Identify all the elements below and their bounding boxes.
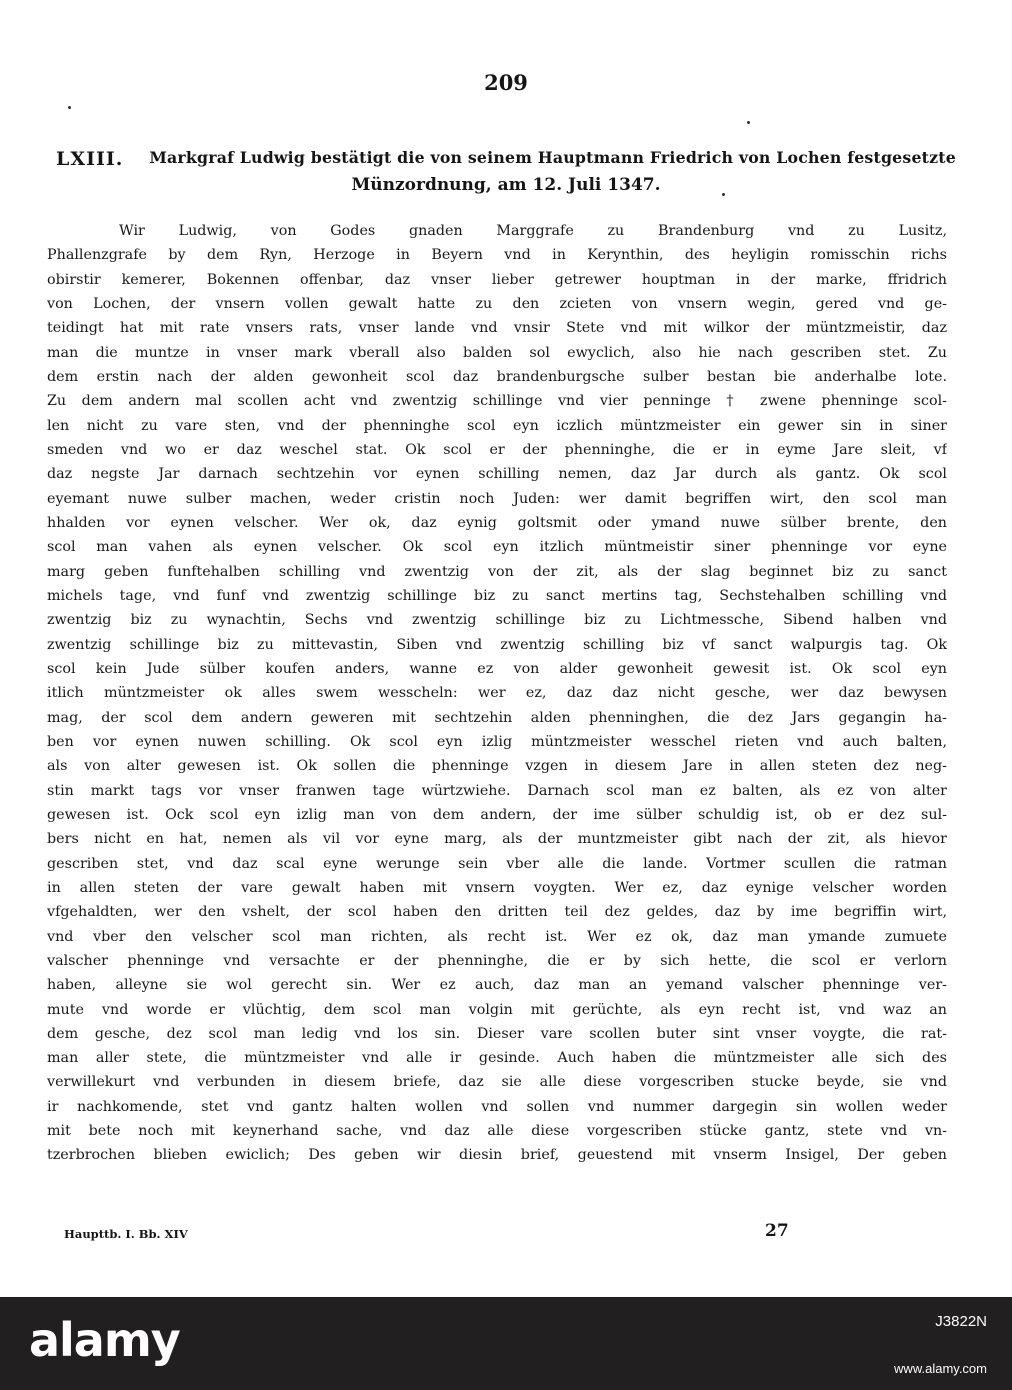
body-text-line: hhalden vor eynen velscher. Wer ok, daz eynig goltsmit oder ymand nuwe sülber brente, den — [47, 514, 947, 531]
body-text-line: tzerbrochen blieben ewiclich; Des geben wir diesin brief, geuestend mit vnserm Insigel, Der geben — [47, 1147, 947, 1164]
watermark-banner — [0, 1297, 1012, 1390]
body-text-line: smeden vnd wo er daz weschel stat. Ok scol er der phenninghe, die er in eyme Jare sleit, vf — [47, 441, 947, 458]
heading-title-line-1: Markgraf Ludwig bestätigt die von seinem Hauptmann Friedrich von Lochen festgesetzte — [149, 148, 956, 167]
body-text-line: gewesen ist. Ock scol eyn izlig man von dem andern, der ime sülber schuldig ist, ob er dez sul- — [47, 806, 947, 823]
banner-url: www.alamy.com — [894, 1361, 987, 1376]
body-text-line: bers nicht en hat, nemen als vil vor eyne marg, als der muntzmeister gibt nach der zit, als hievor — [47, 831, 947, 848]
footer-sheet-number: 27 — [765, 1221, 789, 1241]
body-text-line: scol man vahen als eynen velscher. Ok scol eyn itzlich müntmeistir siner phenninge vor eyne — [47, 539, 947, 556]
footer-signature: Haupttb. I. Bb. XIV — [64, 1227, 188, 1241]
body-text-line: von Lochen, der vnsern vollen gewalt hatte zu den zcieten von vnsern wegin, gered vnd ge- — [47, 295, 947, 312]
body-text-line: zwentzig schillinge biz zu mittevastin, Siben vnd zwentzig schilling biz vf sanct walpurgis tag. Ok — [47, 636, 947, 653]
body-text-line: daz negste Jar darnach sechtzehin vor eynen schilling nemen, daz Jar durch als gantz. Ok scol — [47, 466, 947, 483]
body-text-line: haben, alleyne sie wol gerecht sin. Wer ez auch, daz man an yemand valscher phenninge ver- — [47, 977, 947, 994]
body-text-line: teidingt hat mit rate vnsers rats, vnser lande vnd vnsir Stete vnd mit wilkor der müntzmeistir, daz — [47, 320, 947, 337]
scan-speck — [722, 193, 725, 196]
body-text-line: zwentzig biz zu wynachtin, Sechs vnd zwentzig schillinge biz zu Lichtmessche, Sibend halben vnd — [47, 612, 947, 629]
body-text-line: Wir Ludwig, von Godes gnaden Marggrafe zu Brandenburg vnd zu Lusitz, — [119, 223, 947, 239]
body-text-line: verwillekurt vnd verbunden in diesem briefe, daz sie alle diese vorgescriben stucke beyde, sie vnd — [47, 1074, 947, 1091]
scan-speck — [747, 121, 750, 124]
body-text-line: obirstir kemerer, Bokennen offenbar, daz vnser lieber getrewer houptman in der marke, ffridrich — [47, 271, 947, 288]
page-number: 209 — [484, 70, 528, 95]
body-text-line: ben vor eynen nuwen schilling. Ok scol eyn izlig müntzmeister wesschel rieten vnd auch balten, — [47, 733, 947, 750]
body-text-line: man die muntze in vnser mark vberall also balden sol ewyclich, also hie nach gescriben stet. Zu — [47, 344, 947, 361]
body-text-line: dem erstin nach der alden gewonheit scol daz brandenburgsche sulber bestan bie anderhalbe lote. — [47, 368, 947, 385]
alamy-logo: alamy — [29, 1313, 180, 1367]
image-id: J3822N — [935, 1313, 987, 1330]
body-text-line: mute vnd worde er vlüchtig, dem scol man volgin mit gerüchte, als eyn recht ist, vnd waz an — [47, 1001, 947, 1018]
body-text-line: man aller stete, die müntzmeister vnd alle ir gesinde. Auch haben die müntzmeister alle sich des — [47, 1050, 947, 1067]
body-text-line: scol kein Jude sülber koufen anders, wanne ez von alder gewonheit gewesit ist. Ok scol eyn — [47, 660, 947, 677]
scan-speck — [68, 106, 71, 109]
body-text-line: in allen steten der vare gewalt haben mit vnsern voygten. Wer ez, daz eynige velscher worden — [47, 879, 947, 896]
body-text-line: stin markt tags vor vnser franwen tage würtzwiehe. Darnach scol man ez balten, als ez von alter — [47, 782, 947, 799]
body-text-line: marg geben funftehalben schilling vnd zwentzig von der zit, als der slag beginnet biz zu sanct — [47, 563, 947, 580]
body-text-line: valscher phenninge vnd versachte er der phenninghe, die er by sich hette, die scol er verlorn — [47, 952, 947, 969]
body-text-line: Zu dem andern mal scollen acht vnd zwentzig schillinge vnd vier penninge † zwene phenninge scol- — [47, 393, 947, 410]
body-text-line: len nicht zu vare sten, vnd der phenninghe scol eyn iczlich müntzmeister ein gewer sin in siner — [47, 417, 947, 434]
body-text-line: mit bete noch mit keynerhand sache, vnd daz alle diese vorgescriben stücke gantz, stete vnd vn- — [47, 1123, 947, 1140]
body-text-line: michels tage, vnd funf vnd zwentzig schillinge biz zu sanct mertins tag, Sechstehalben schilling vnd — [47, 587, 947, 604]
body-text-line: gescriben stet, vnd daz scal eyne werunge sein vber alle die lande. Vortmer scullen die ratman — [47, 855, 947, 872]
body-text-line: ir nachkomende, stet vnd gantz halten wollen vnd sollen vnd nummer dargegin sin wollen weder — [47, 1098, 947, 1115]
body-text-line: mag, der scol dem andern geweren mit sechtzehin alden phenninghen, die dez Jars gegangin ha- — [47, 709, 947, 726]
body-text-line: itlich müntzmeister ok alles swem wesscheln: wer ez, daz daz nicht gesche, wer daz bewysen — [47, 685, 947, 702]
heading-title-line-2: Münzordnung, am 12. Juli 1347. — [351, 175, 661, 195]
body-text-line: Phallenzgrafe by dem Ryn, Herzoge in Beyern vnd in Kerynthin, des heyligin romisschin richs — [47, 247, 947, 264]
heading-number: LXIII. — [56, 148, 124, 170]
body-text-line: vfgehaldten, wer den vshelt, der scol haben den dritten teil dez geldes, daz by ime begriffin wirt, — [47, 904, 947, 921]
body-text-line: dem gesche, dez scol man ledig vnd los sin. Dieser vare scollen buter sint vnser voygte, die rat- — [47, 1025, 947, 1042]
body-text-line: als von alter gewesen ist. Ok sollen die phenninge vzgen in diesem Jare in allen steten dez neg- — [47, 758, 947, 775]
document-body — [47, 219, 947, 1168]
body-text-line: eyemant nuwe sulber machen, weder cristin noch Juden: wer damit begriffen wirt, den scol man — [47, 490, 947, 507]
body-text-line: vnd vber den velscher scol man richten, als recht ist. Wer ez ok, daz man ymande zumuete — [47, 928, 947, 945]
